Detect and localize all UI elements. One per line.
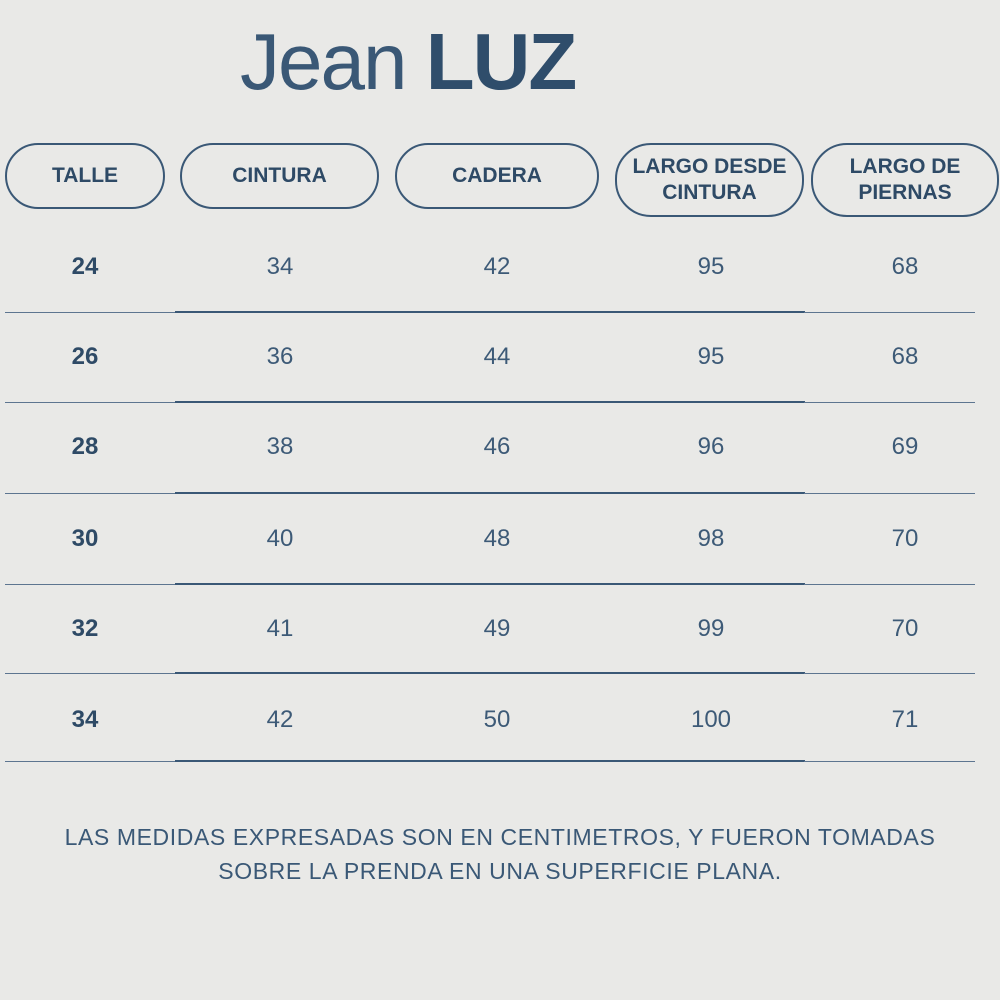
measurement-cell: 69	[891, 433, 919, 460]
row-divider	[804, 673, 975, 674]
row-divider	[5, 402, 177, 403]
measurement-cell: 46	[483, 433, 511, 460]
row-divider	[5, 584, 177, 585]
header-largo-de-piernas: LARGO DE PIERNAS	[811, 143, 999, 217]
header-cintura: CINTURA	[180, 143, 379, 209]
row-divider	[175, 401, 805, 403]
row-divider	[5, 312, 177, 313]
measurement-cell: 95	[697, 343, 725, 370]
row-divider	[175, 583, 805, 585]
measurement-cell: 44	[483, 343, 511, 370]
measurement-cell: 42	[266, 706, 294, 733]
row-divider	[5, 761, 177, 762]
measurement-cell: 70	[891, 615, 919, 642]
row-divider	[5, 673, 177, 674]
row-divider	[175, 672, 805, 674]
size-cell: 28	[71, 433, 99, 460]
size-cell: 26	[71, 343, 99, 370]
title-light: Jean	[240, 17, 406, 106]
size-cell: 30	[71, 525, 99, 552]
row-divider	[175, 760, 805, 762]
measurement-cell: 71	[891, 706, 919, 733]
row-divider	[804, 402, 975, 403]
measurement-cell: 38	[266, 433, 294, 460]
measurement-cell: 41	[266, 615, 294, 642]
header-largo-desde-cintura: LARGO DESDE CINTURA	[615, 143, 804, 217]
header-cadera: CADERA	[395, 143, 599, 209]
row-divider	[804, 584, 975, 585]
measurement-cell: 34	[266, 253, 294, 280]
size-cell: 24	[71, 253, 99, 280]
row-divider	[175, 311, 805, 313]
row-divider	[175, 492, 805, 494]
note-line-2: SOBRE LA PRENDA EN UNA SUPERFICIE PLANA.	[218, 858, 782, 884]
measurement-cell: 42	[483, 253, 511, 280]
row-divider	[5, 493, 177, 494]
row-divider	[804, 493, 975, 494]
row-divider	[804, 312, 975, 313]
measurement-cell: 95	[697, 253, 725, 280]
measurement-cell: 100	[690, 706, 732, 733]
title-bold: LUZ	[425, 17, 576, 106]
measurement-cell: 50	[483, 706, 511, 733]
measurement-cell: 96	[697, 433, 725, 460]
measurement-cell: 36	[266, 343, 294, 370]
measurement-cell: 68	[891, 343, 919, 370]
measurement-cell: 98	[697, 525, 725, 552]
measurement-cell: 40	[266, 525, 294, 552]
size-cell: 34	[71, 706, 99, 733]
measurement-cell: 70	[891, 525, 919, 552]
measurement-cell: 49	[483, 615, 511, 642]
measurement-cell: 99	[697, 615, 725, 642]
measurement-note	[0, 820, 1000, 888]
size-cell: 32	[71, 615, 99, 642]
row-divider	[804, 761, 975, 762]
measurement-cell: 68	[891, 253, 919, 280]
product-title	[240, 14, 575, 109]
measurement-cell: 48	[483, 525, 511, 552]
header-talle: TALLE	[5, 143, 165, 209]
note-line-1: LAS MEDIDAS EXPRESADAS SON EN CENTIMETROS, Y FUERON TOMADAS	[64, 824, 936, 850]
